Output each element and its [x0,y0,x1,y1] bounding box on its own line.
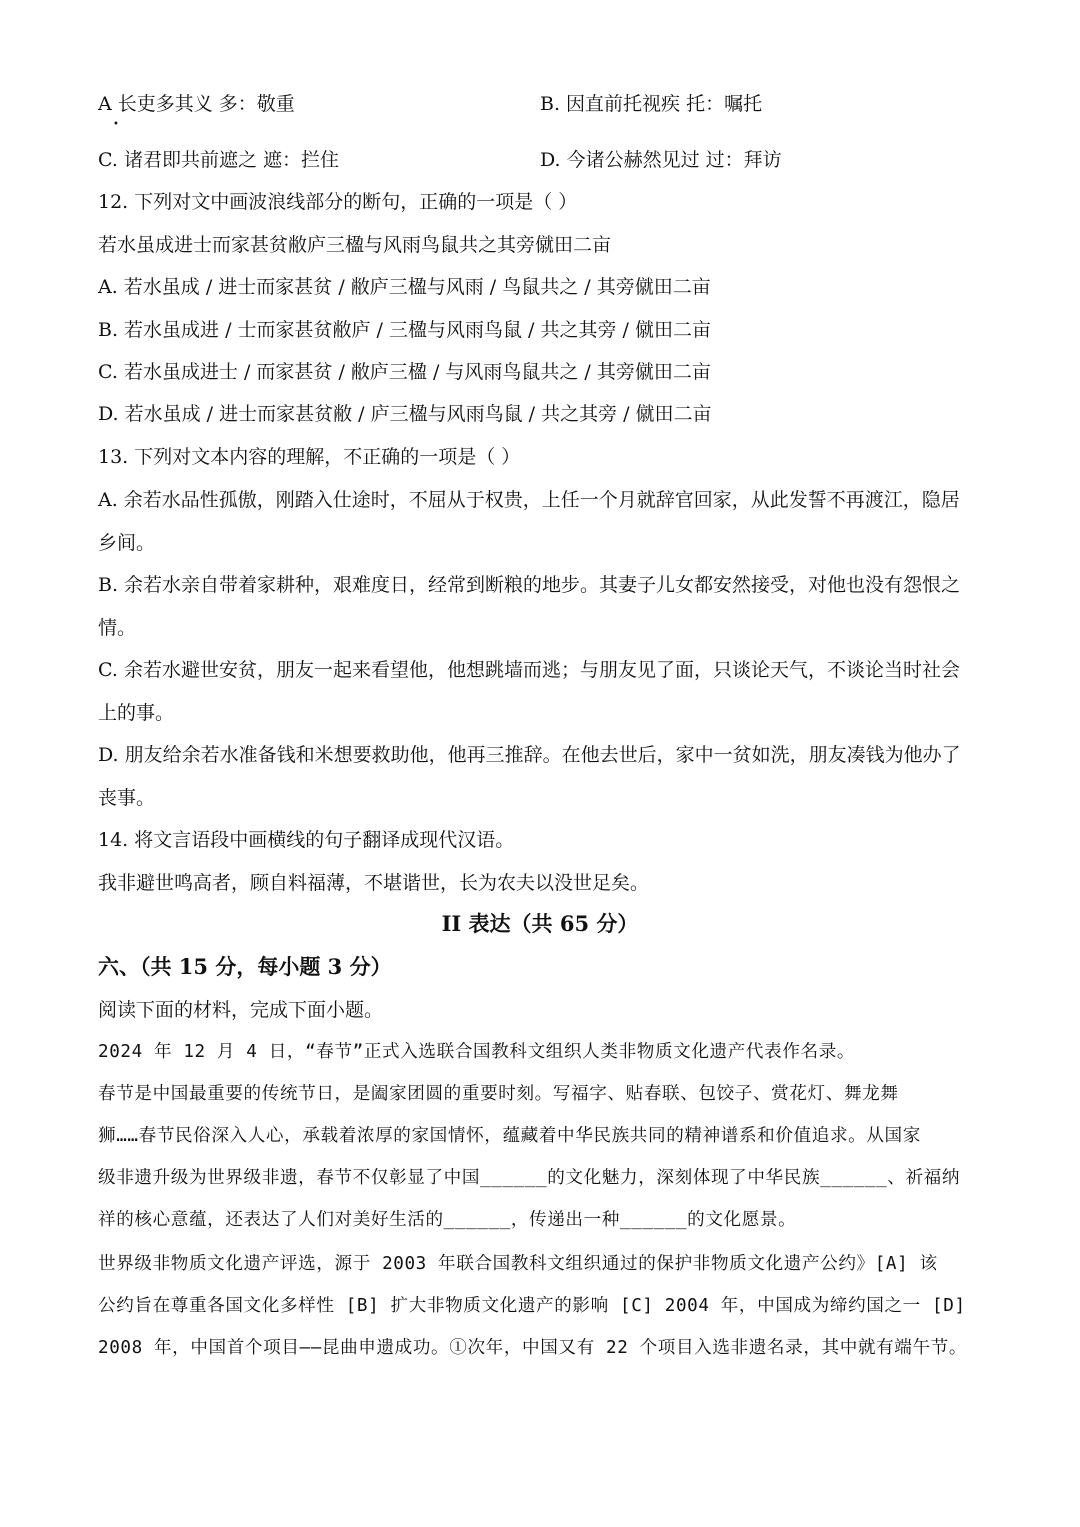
q12-option-a: A. 若水虽成 / 进士而家甚贫 / 敝庐三楹与风雨 / 鸟鼠共之 / 其旁僦田二亩 [98,276,711,298]
material-line-4: 级非遗升级为世界级非遗，春节不仅彰显了中国______的文化魅力，深刻体现了中华民族______、祈福纳 [98,1168,961,1188]
material-line-3: 狮……春节民俗深入人心，承载着浓厚的家国情怀，蕴藏着中华民族共同的精神谱系和价值追求。从国家 [98,1126,921,1146]
q14-sentence: 我非避世鸣高者，顾自料福薄，不堪谐世，长为农夫以没世足矣。 [98,872,650,894]
q13-option-b-line1: B. 余若水亲自带着家耕种，艰难度日，经常到断粮的地步。其妻子儿女都安然接受，对他也没有怨恨之 [98,574,961,596]
q13-option-a-line2: 乡间。 [98,532,156,554]
q12-option-b: B. 若水虽成进 / 士而家甚贫敝庐 / 三楹与风雨鸟鼠 / 共之其旁 / 僦田二亩 [98,319,711,341]
q13-stem: 13. 下列对文本内容的理解，不正确的一项是（ ） [98,446,521,468]
q11-option-c: C. 诸君即共前遮之 遮：拦住 [98,149,339,171]
q11-option-b: B. 因直前托视疾 托：嘱托 [540,93,763,115]
material-line-7: 公约旨在尊重各国文化多样性 [B] 扩大非物质文化遗产的影响 [C] 2004 年，中国成为缔约国之一 [D] [98,1296,966,1316]
q13-option-d-line1: D. 朋友给余若水准备钱和米想要救助他，他再三推辞。在他去世后，家中一贫如洗，朋友凑钱为他办了 [98,744,961,766]
q11-option-d: D. 今诸公赫然见过 过：拜访 [540,149,782,171]
part2-title: II 表达（共 65 分） [441,911,639,936]
material-line-5: 祥的核心意蕴，还表达了人们对美好生活的______，传递出一种______的文化愿景。 [98,1210,797,1230]
q13-option-d-line2: 丧事。 [98,787,156,809]
q13-option-c-line2: 上的事。 [98,702,175,724]
q11-option-a: A 长吏多其义 多：敬重 [98,93,295,115]
material-line-2: 春节是中国最重要的传统节日，是阖家团圆的重要时刻。写福字、贴春联、包饺子、赏花灯、舞龙舞 [98,1084,899,1104]
q12-passage: 若水虽成进士而家甚贫敝庐三楹与风雨鸟鼠共之其旁僦田二亩 [98,234,612,256]
q12-option-d: D. 若水虽成 / 进士而家甚贫敝 / 庐三楹与风雨鸟鼠 / 共之其旁 / 僦田二亩 [98,403,712,425]
emphasis-dot: • [113,119,119,130]
material-line-8: 2008 年，中国首个项目——昆曲申遗成功。①次年，中国又有 22 个项目入选非遗名录，其中就有端午节。 [98,1338,968,1358]
q13-option-c-line1: C. 余若水避世安贫，朋友一起来看望他，他想跳墙而逃；与朋友见了面，只谈论天气，不谈论当时社会 [98,659,960,681]
q14-stem: 14. 将文言语段中画横线的句子翻译成现代汉语。 [98,829,515,851]
q13-option-b-line2: 情。 [98,617,137,639]
q13-option-a-line1: A. 余若水品性孤傲，刚踏入仕途时，不屈从于权贵，上任一个月就辞官回家，从此发誓不再渡江，隐居 [98,489,960,511]
q12-stem: 12. 下列对文中画波浪线部分的断句，正确的一项是（ ） [98,191,578,213]
material-line-6: 世界级非物质文化遗产评选，源于 2003 年联合国教科文组织通过的保护非物质文化遗产公约》[A] 该 [98,1254,938,1274]
material-line-1: 2024 年 12 月 4 日，“春节”正式入选联合国教科文组织人类非物质文化遗产代表作名录。 [98,1042,856,1062]
section-six-heading: 六、（共 15 分，每小题 3 分） [98,954,392,979]
reading-instruction: 阅读下面的材料，完成下面小题。 [98,999,384,1021]
q12-option-c: C. 若水虽成进士 / 而家甚贫 / 敝庐三楹 / 与风雨鸟鼠共之 / 其旁僦田二亩 [98,361,711,383]
